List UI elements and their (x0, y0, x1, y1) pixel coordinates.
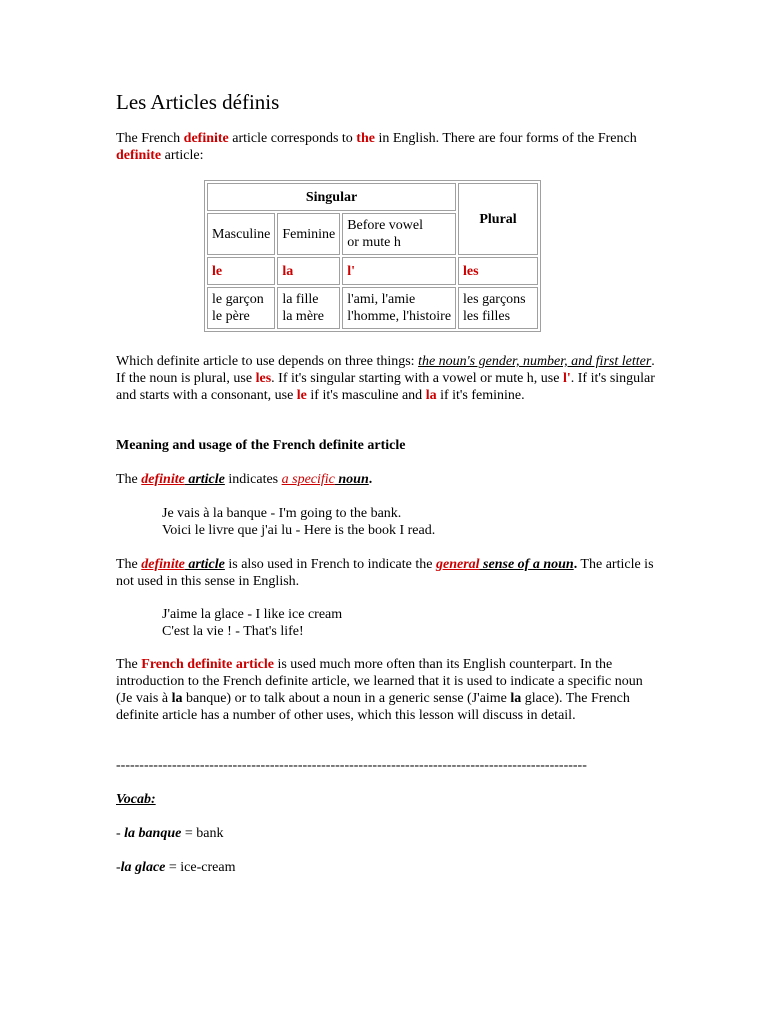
article-la: la (277, 257, 340, 285)
vocab-definition: = ice-cream (165, 860, 236, 875)
bold-la: la (510, 691, 522, 706)
body-text: if it's feminine. (436, 388, 525, 403)
intro-text: in English. There are four forms of the French (374, 131, 637, 146)
general-paragraph (116, 556, 656, 590)
example: la mère (282, 309, 324, 324)
example: la fille (282, 292, 319, 307)
example: les filles (463, 309, 511, 324)
body-text: The (116, 657, 142, 672)
example-sentence: C'est la vie ! - That's life! (162, 624, 304, 639)
highlight-le: le (296, 388, 307, 403)
more-paragraph (116, 656, 656, 724)
highlight-definite: definite (183, 131, 229, 146)
highlight-general: general (435, 557, 480, 572)
vocab-term: la glace (120, 860, 166, 875)
examples-block-2 (116, 606, 702, 640)
example: l'ami, l'amie (347, 292, 416, 307)
body-text: . (368, 472, 373, 487)
articles-table (204, 180, 541, 332)
header-feminine: Feminine (277, 213, 340, 255)
vowel-line-2: or mute h (347, 235, 401, 250)
example-sentence: Je vais à la banque - I'm going to the bank. (162, 506, 402, 521)
vocab-heading (116, 791, 656, 808)
example-sentence: J'aime la glace - I like ice cream (162, 607, 343, 622)
examples-vowel (342, 287, 456, 329)
vocab-dash: - (116, 860, 121, 875)
highlight-the: the (356, 131, 375, 146)
article-l: l' (342, 257, 456, 285)
emphasis-article: article (184, 472, 225, 487)
example: le père (212, 309, 250, 324)
intro-text: article: (161, 148, 204, 163)
body-text: The (116, 472, 142, 487)
article-le: le (207, 257, 275, 285)
body-text: glace). The French definite article has a number of other uses, which this lesson will discuss in detail. (116, 691, 630, 723)
body-text: if it's masculine and (306, 388, 426, 403)
examples-feminine (277, 287, 340, 329)
vocab-heading-text: Vocab: (116, 792, 156, 807)
example-sentence: Voici le livre que j'ai lu - Here is the book I read. (162, 523, 436, 538)
vocab-dash: - (116, 826, 125, 841)
header-plural: Plural (458, 183, 538, 255)
body-text: indicates (224, 472, 282, 487)
highlight-definite: definite (141, 557, 185, 572)
vowel-line-1: Before vowel (347, 218, 424, 233)
emphasis-noun: noun (334, 472, 369, 487)
body-text: banque) or to talk about a noun in a generic sense (J'aime (182, 691, 511, 706)
examples-masculine (207, 287, 275, 329)
vocab-item (116, 859, 656, 876)
vocab-term: la banque (124, 826, 182, 841)
body-text: . If it's singular starting with a vowel or mute h, use (271, 371, 563, 386)
body-text: . If it's singular and starts with a consonant, use (116, 371, 655, 403)
article-les: les (458, 257, 538, 285)
highlight-definite: definite (141, 472, 185, 487)
highlight-a-specific: a specific (281, 472, 335, 487)
body-text: . (573, 557, 578, 572)
dashed-divider: ----------------------------------------------------------------------------------------------------- (116, 758, 587, 773)
intro-text: article corresponds to (228, 131, 357, 146)
highlight-french-definite-article: French definite article (141, 657, 274, 672)
highlight-l: l' (562, 371, 571, 386)
example: l'homme, l'histoire (347, 309, 452, 324)
header-masculine: Masculine (207, 213, 275, 255)
emphasis-sense-of-a-noun: sense of a noun (479, 557, 574, 572)
bold-la: la (171, 691, 183, 706)
vocab-item (116, 825, 656, 842)
header-before-vowel (342, 213, 456, 255)
examples-plural (458, 287, 538, 329)
body-text: . If the noun is plural, use (116, 354, 655, 386)
intro-text: The French (116, 131, 184, 146)
body-text: Which definite article to use depends on three things: (116, 354, 419, 369)
highlight-les: les (255, 371, 272, 386)
emphasis-underlined: the noun's gender, number, and first letter (418, 354, 652, 369)
examples-block-1 (116, 505, 702, 539)
body-text: is used much more often than its English counterpart. In the introduction to the French definite article, we learned that it is used to indicate a specific noun (Je vais à (116, 657, 643, 706)
emphasis-article: article (184, 557, 225, 572)
example: le garçon (212, 292, 264, 307)
header-singular: Singular (207, 183, 456, 211)
usage-paragraph (116, 353, 656, 404)
highlight-definite: definite (116, 148, 162, 163)
intro-paragraph (116, 130, 656, 164)
example: les garçons (463, 292, 526, 307)
highlight-la: la (425, 388, 437, 403)
specific-paragraph (116, 471, 656, 488)
page-title: Les Articles définis (116, 90, 280, 114)
body-text: The article is not used in this sense in English. (116, 557, 654, 589)
section-heading: Meaning and usage of the French definite article (116, 438, 406, 453)
body-text: The (116, 557, 142, 572)
body-text: is also used in French to indicate the (224, 557, 436, 572)
vocab-definition: = bank (181, 826, 224, 841)
